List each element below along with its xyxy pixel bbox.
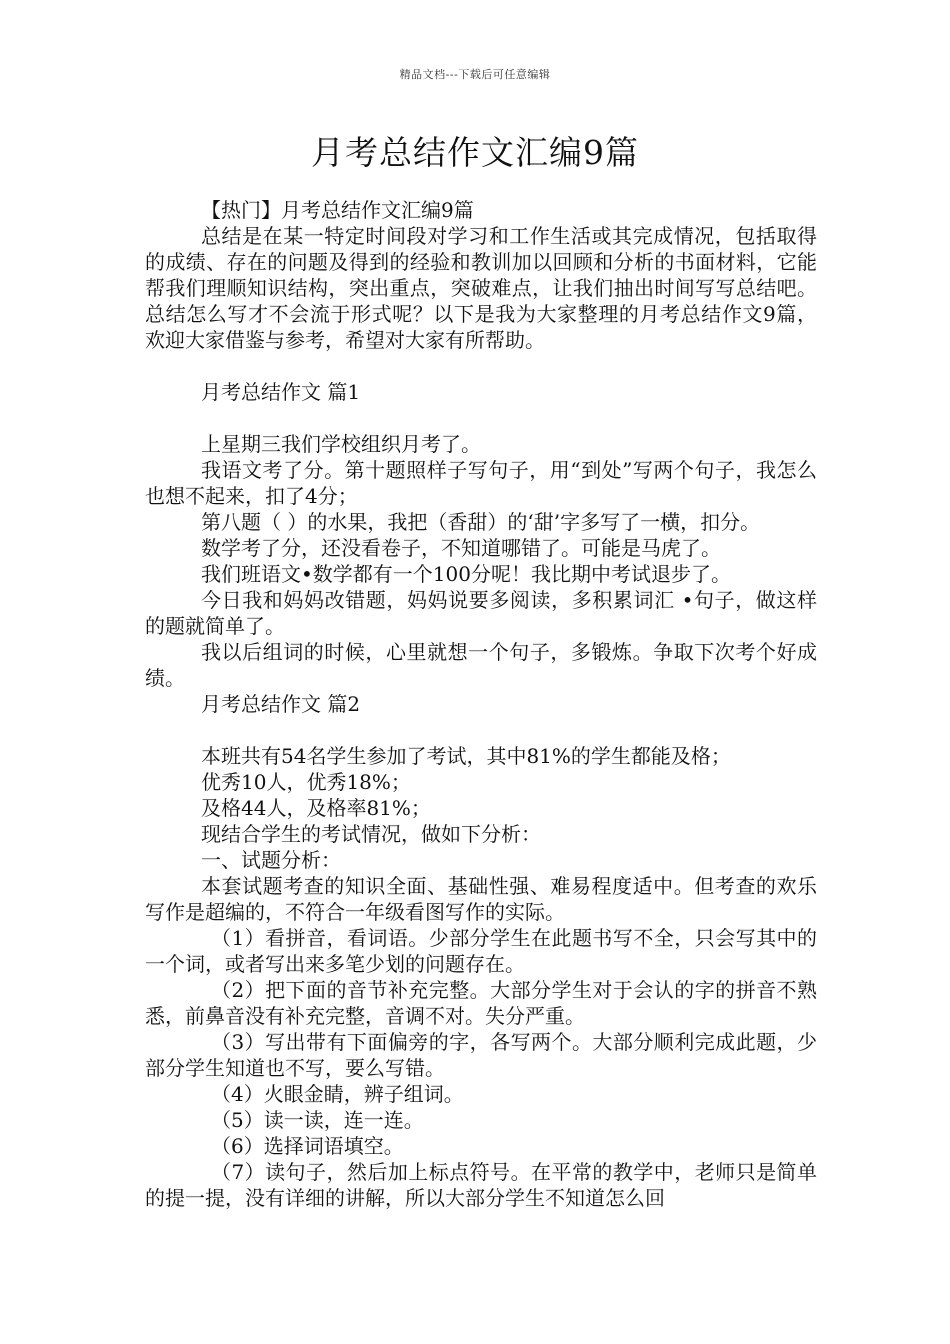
blank-line <box>145 353 817 379</box>
paragraph: 我以后组词的时候，心里就想一个句子，多锻炼。争取下次考个好成绩。 <box>145 640 817 690</box>
paragraph: 我们班语文•数学都有一个100分呢！我比期中考试退步了。 <box>201 562 731 586</box>
paragraph: 第八题（ ）的水果，我把（香甜）的‘甜’字多写了一横，扣分。 <box>201 510 761 534</box>
header-note: 精品文档---下载后可任意编辑 <box>399 68 551 81</box>
paragraph: 本套试题考查的知识全面、基础性强、难易程度适中。但考查的欢乐写作是超编的，不符合一年级看图写作的实际。 <box>145 874 817 924</box>
paragraph: 优秀10人，优秀18%； <box>201 770 411 794</box>
blank-line <box>145 405 817 431</box>
paragraph: 现结合学生的考试情况，做如下分析： <box>201 822 541 846</box>
paragraph: 数学考了分，还没看卷子，不知道哪错了。可能是马虎了。 <box>201 536 721 560</box>
list-item: （5）读一读，连一连。 <box>211 1108 424 1132</box>
section-heading-1: 月考总结作文 篇1 <box>201 380 361 404</box>
list-item: （3）写出带有下面偏旁的字，各写两个。大部分顺利完成此题，少部分学生知道也不写，要么写错。 <box>145 1030 817 1080</box>
list-item: （1）看拼音，看词语。少部分学生在此题书写不全，只会写其中的一个词，或者写出来多笔少划的问题存在。 <box>145 926 817 976</box>
document-title: 月考总结作文汇编9篇 <box>311 133 639 172</box>
list-item: （2）把下面的音节补充完整。大部分学生对于会认的字的拼音不熟悉，前鼻音没有补充完整，音调不对。失分严重。 <box>145 978 817 1028</box>
paragraph: 一、试题分析： <box>201 848 341 872</box>
paragraph: 及格44人，及格率81%； <box>201 796 431 820</box>
list-item: （6）选择词语填空。 <box>211 1134 404 1158</box>
document-body <box>145 197 817 1211</box>
paragraph: 上星期三我们学校组织月考了。 <box>201 432 481 456</box>
intro-heading: 【热门】月考总结作文汇编9篇 <box>201 198 474 222</box>
list-item: （7）读句子，然后加上标点符号。在平常的教学中，老师只是简单的提一提，没有详细的讲解，所以大部分学生不知道怎么回 <box>145 1160 817 1210</box>
paragraph: 本班共有54名学生参加了考试，其中81%的学生都能及格； <box>201 744 731 768</box>
intro-paragraph: 总结是在某一特定时间段对学习和工作生活或其完成情况，包括取得的成绩、存在的问题及得到的经验和教训加以回顾和分析的书面材料，它能帮我们理顺知识结构，突出重点，突破难点，让我们抽出时间写写总结吧。总结怎么写才不会流于形式呢？以下是我为大家整理的月考总结作文9篇，欢迎大家借鉴与参考，希望对大家有所帮助。 <box>145 224 817 352</box>
paragraph: 我语文考了分。第十题照样子写句子，用“到处”写两个句子，我怎么也想不起来，扣了4分； <box>145 458 817 508</box>
paragraph: 今日我和妈妈改错题，妈妈说要多阅读，多积累词汇 •句子，做这样的题就简单了。 <box>145 588 817 638</box>
list-item: （4）火眼金睛，辨子组词。 <box>211 1082 464 1106</box>
section-heading-2: 月考总结作文 篇2 <box>201 692 361 716</box>
blank-line <box>145 717 817 743</box>
